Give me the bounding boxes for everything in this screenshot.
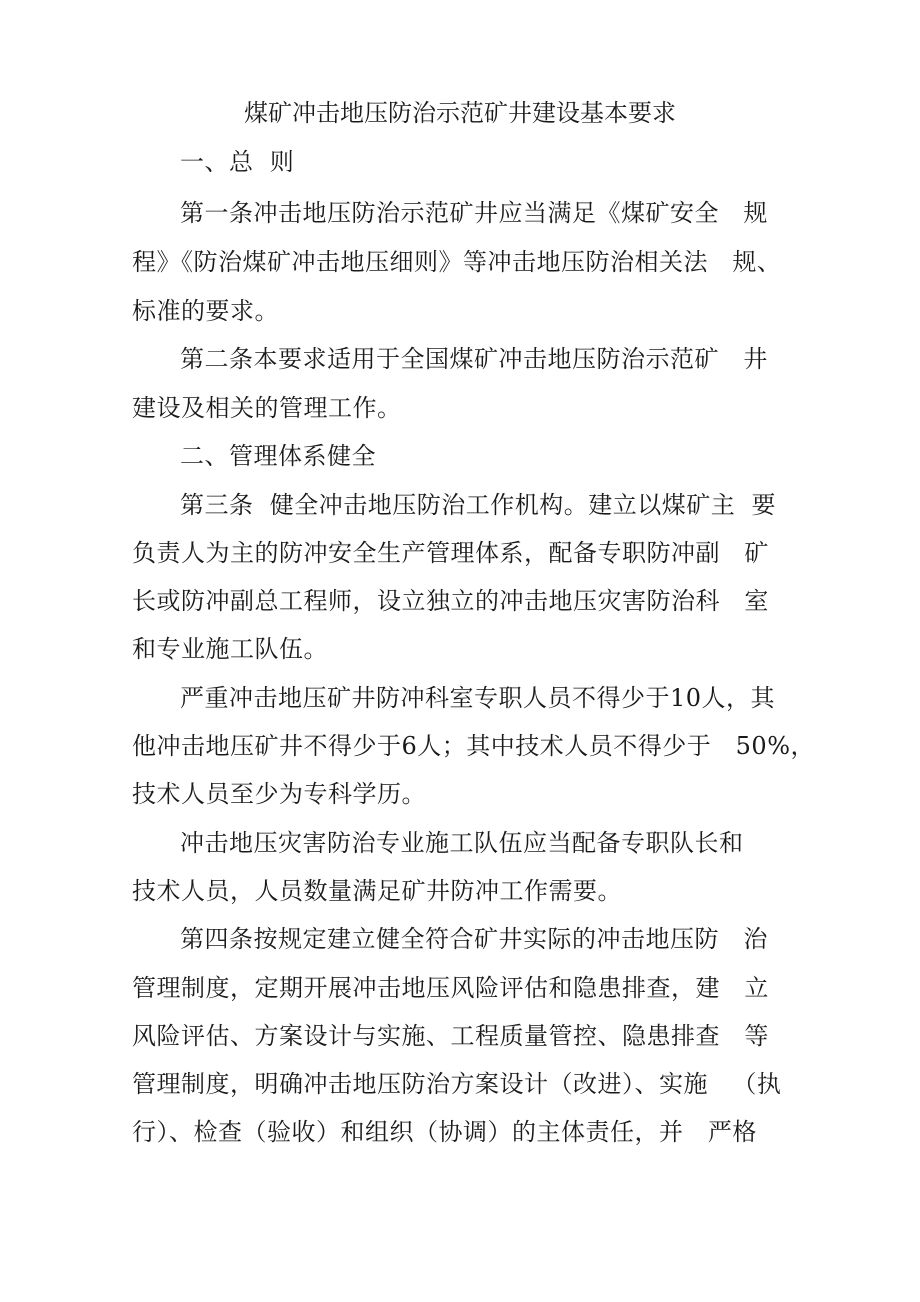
paragraph-line: 程》《防治煤矿冲击地压细则》等冲击地压防治相关法 规、 xyxy=(132,248,782,276)
paragraph-line: 第三条 健全冲击地压防治工作机构。建立以煤矿主 要 xyxy=(180,491,777,519)
paragraph-line: 技术人员至少为专科学历。 xyxy=(132,780,426,808)
paragraph-line: 第一条冲击地压防治示范矿井应当满足《煤矿安全 规 xyxy=(180,199,768,227)
paragraph-line: 技术人员，人员数量满足矿井防冲工作需要。 xyxy=(132,877,622,905)
paragraph-line: 冲击地压灾害防治专业施工队伍应当配备专职队长和 xyxy=(180,829,744,857)
paragraph-line: 行）、检查（验收）和组织（协调）的主体责任，并 严格 xyxy=(132,1118,757,1146)
paragraph-line: 严重冲击地压矿井防冲科室专职人员不得少于10人，其 xyxy=(180,684,776,712)
paragraph-line: 风险评估、方案设计与实施、工程质量管控、隐患排查 等 xyxy=(132,1022,769,1050)
paragraph-line: 标准的要求。 xyxy=(132,297,279,325)
paragraph-line: 第二条本要求适用于全国煤矿冲击地压防治示范矿 井 xyxy=(180,345,768,373)
paragraph-line: 他冲击地压矿井不得少于6人；其中技术人员不得少于 50%， xyxy=(132,732,815,760)
paragraph-line: 长或防冲副总工程师，设立独立的冲击地压灾害防治科 室 xyxy=(132,587,769,615)
section-heading-management: 二、管理体系健全 xyxy=(180,442,376,470)
section-heading-general: 一、总 则 xyxy=(180,148,295,176)
paragraph-line: 管理制度，明确冲击地压防治方案设计（改进）、实施 （执 xyxy=(132,1070,782,1098)
paragraph-line: 负责人为主的防冲安全生产管理体系，配备专职防冲副 矿 xyxy=(132,539,769,567)
document-title: 煤矿冲击地压防治示范矿井建设基本要求 xyxy=(244,99,676,127)
paragraph-line: 管理制度，定期开展冲击地压风险评估和隐患排查，建 立 xyxy=(132,974,769,1002)
paragraph-line: 建设及相关的管理工作。 xyxy=(132,394,402,422)
paragraph-line: 第四条按规定建立健全符合矿井实际的冲击地压防 治 xyxy=(180,925,768,953)
paragraph-line: 和专业施工队伍。 xyxy=(132,635,328,663)
